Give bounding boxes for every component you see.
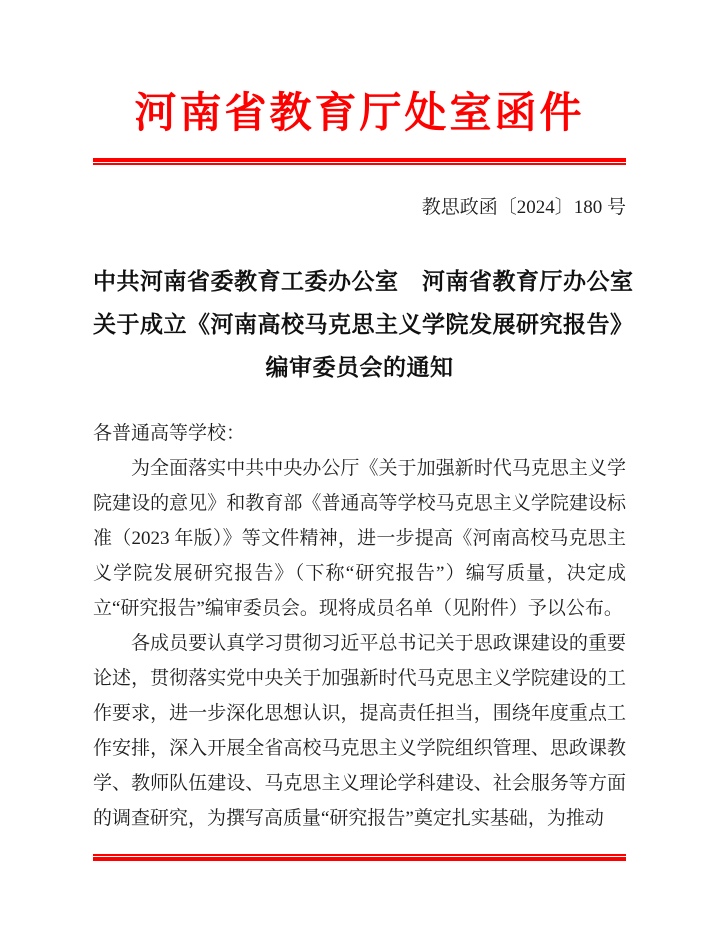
masthead-title: 河南省教育厅处室函件 <box>134 91 585 137</box>
document-content <box>93 0 634 836</box>
salutation: 各普通高等学校： <box>93 423 246 444</box>
doc-title-line-3: 编审委员会的通知 <box>265 355 454 380</box>
doc-title <box>93 260 634 389</box>
masthead-rule-top <box>93 158 626 165</box>
paragraph: 为全面落实中共中央办公厅《关于加强新时代马克思主义学院建设的意见》和教育部《普通高等学校马克思主义学院建设标准（2023 年版）》等文件精神，进一步提高《河南高校马克思主义学院发展研究报告》（下称“研究报告”）编写质量，决定成立“研究报告”编审委员会。现将成员名单（见附件）予以公布。 <box>93 458 626 619</box>
doc-title-line-1: 中共河南省委教育工委办公室 河南省教育厅办公室 <box>93 269 634 294</box>
doc-number: 教思政函〔2024〕180 号 <box>421 197 626 218</box>
footer-rule <box>93 854 626 861</box>
document-body <box>93 416 626 836</box>
doc-title-line-2: 关于成立《河南高校马克思主义学院发展研究报告》 <box>93 312 634 337</box>
paragraph: 各成员要认真学习贯彻习近平总书记关于思政课建设的重要论述，贯彻落实党中央关于加强新时代马克思主义学院建设的工作要求，进一步深化思想认识，提高责任担当，围绕年度重点工作安排，深入开展全省高校马克思主义学院组织管理、思政课教学、教师队伍建设、马克思主义理论学科建设、社会服务等方面的调查研究，为撰写高质量“研究报告”奠定扎实基础，为推动 <box>93 633 626 829</box>
